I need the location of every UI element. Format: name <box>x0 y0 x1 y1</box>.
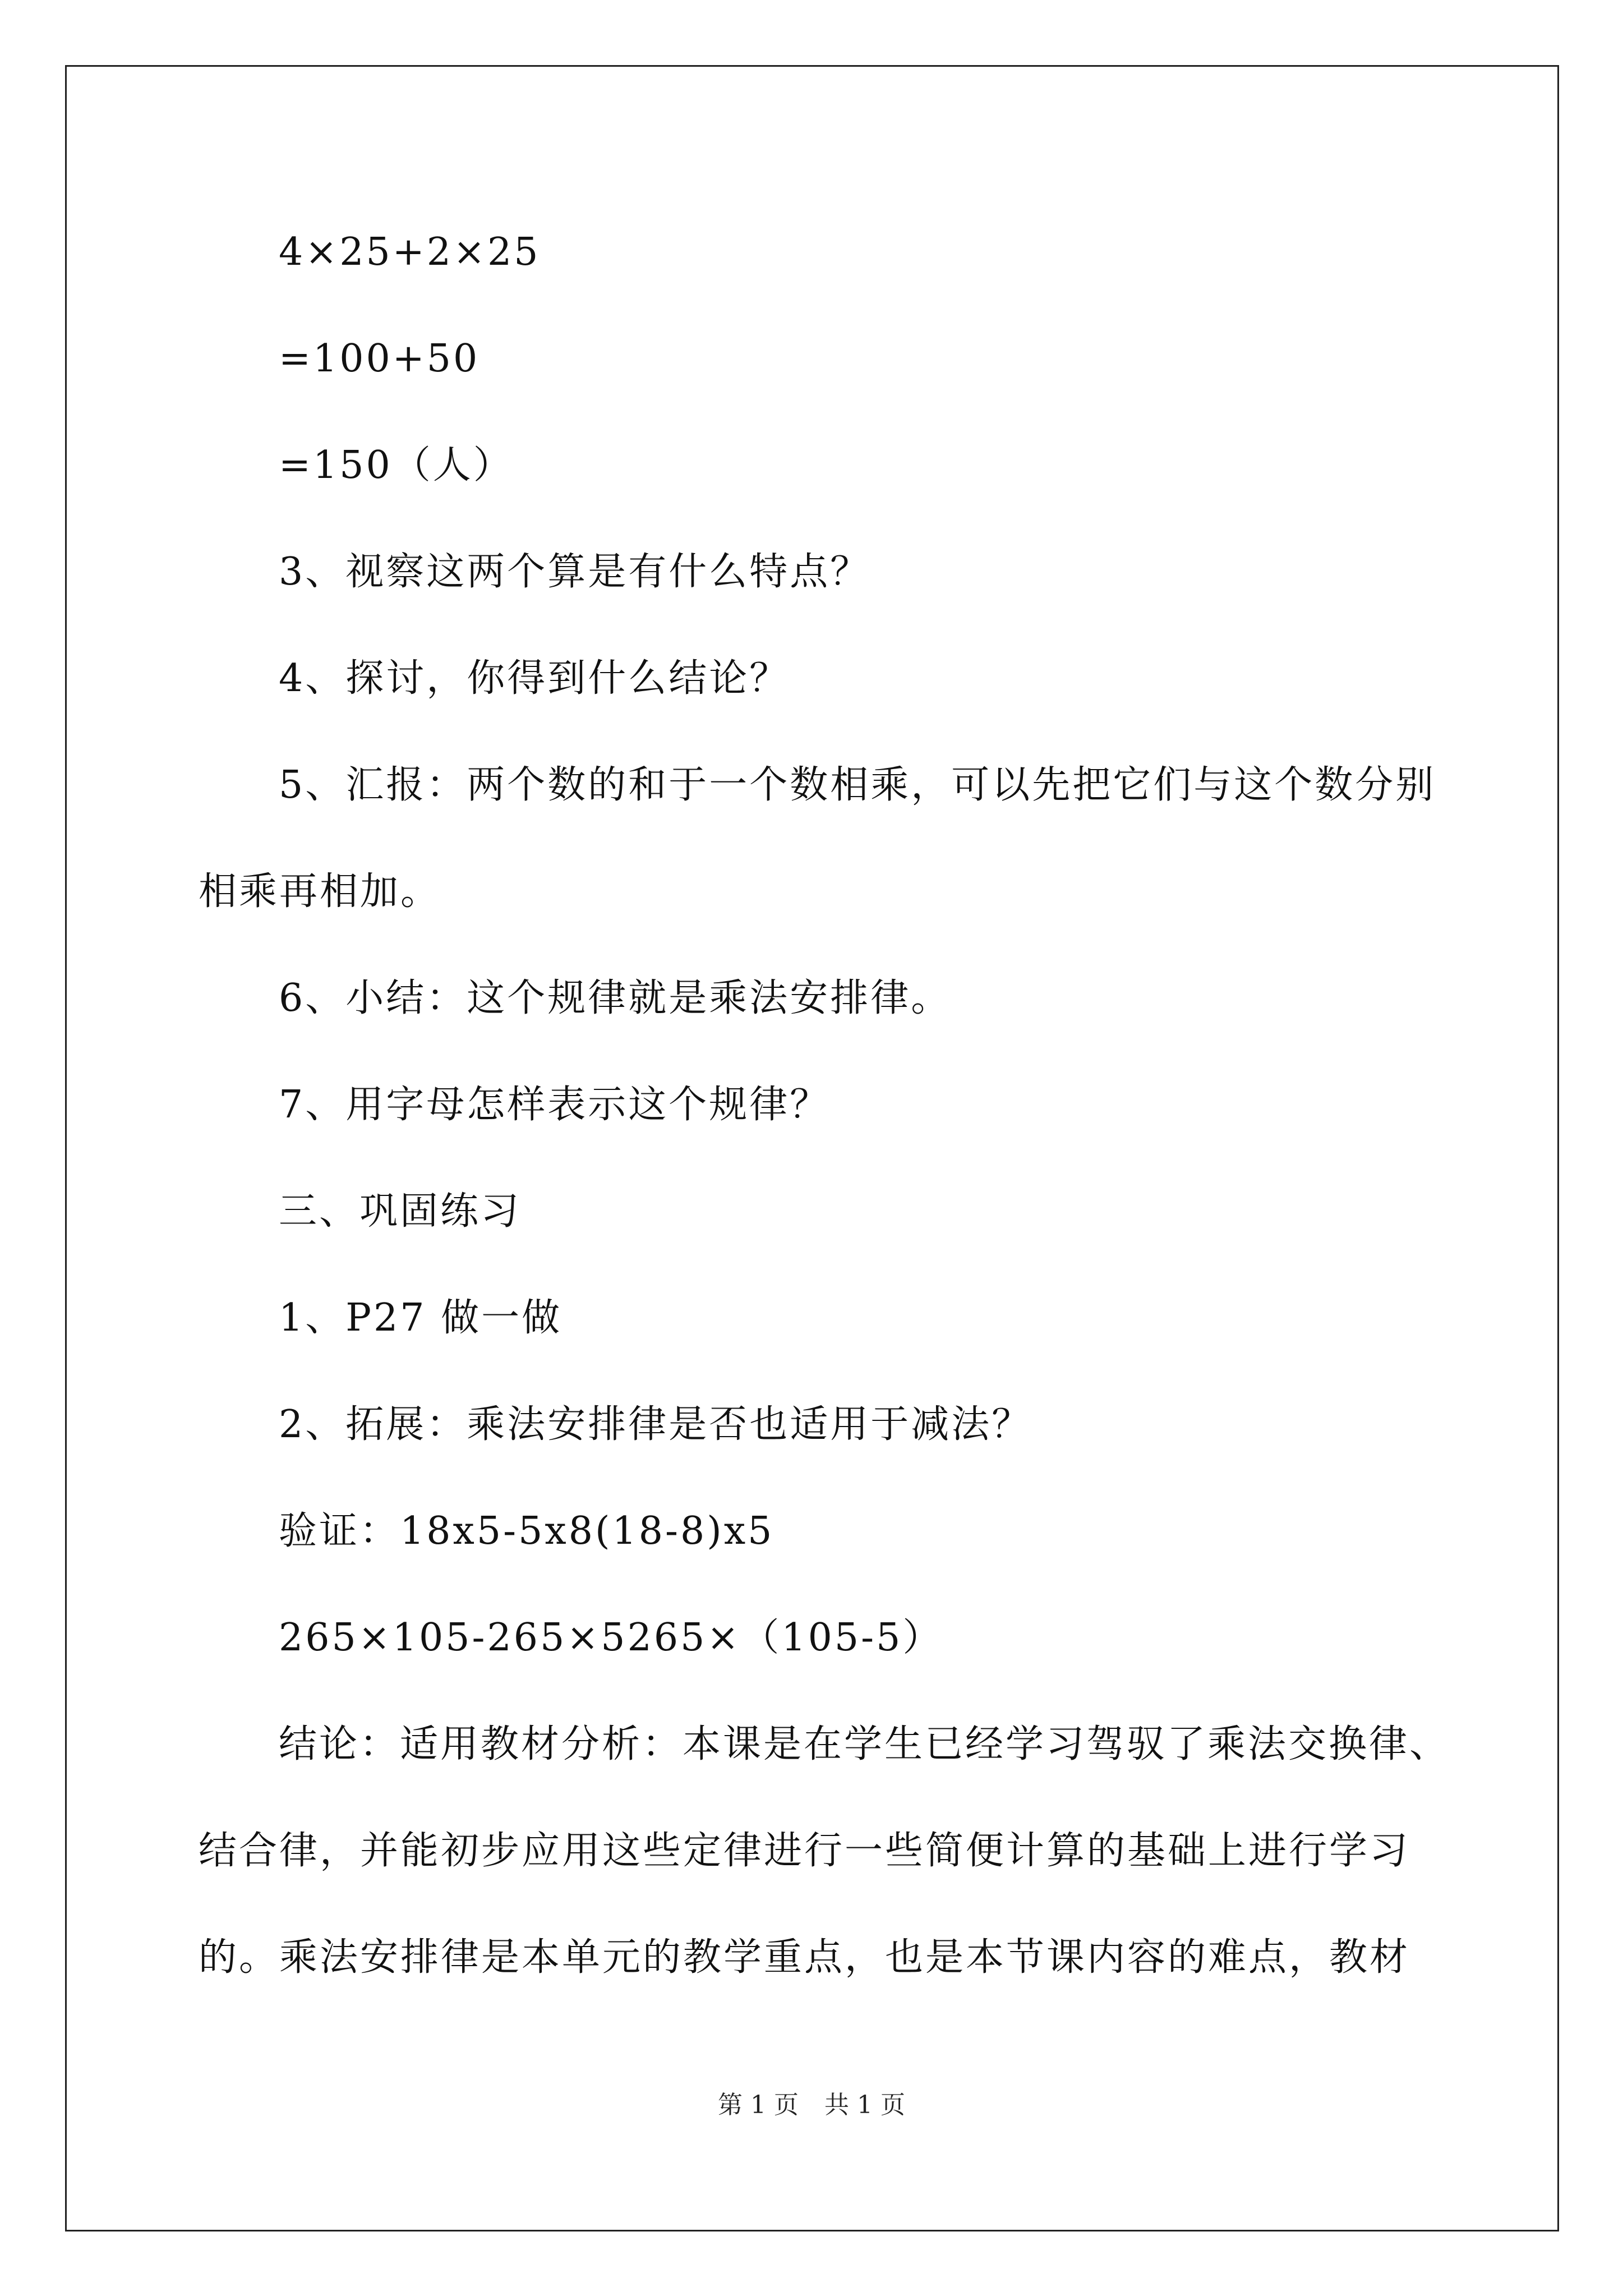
text-line-16: 结合律，并能初步应用这些定律进行一些简便计算的基础上进行学习 <box>199 1829 1410 1873</box>
text-line-2: =100+50 <box>279 337 480 381</box>
text-line-3: =150（人） <box>279 443 514 487</box>
text-line-15: 结论：适用教材分析：本课是在学生已经学习驾驭了乘法交换律、 <box>279 1722 1450 1766</box>
text-line-12: 2、拓展：乘法安排律是否也适用于减法？ <box>279 1402 1032 1447</box>
section-heading: 三、巩固练习 <box>279 1189 522 1234</box>
page-number-current: 第 1 页 <box>718 2091 799 2119</box>
text-line-14: 265×105-265×5265×（105-5） <box>279 1616 943 1660</box>
text-line-17: 的。乘法安排律是本单元的教学重点，也是本节课内容的难点，教材 <box>199 1935 1410 1980</box>
text-line-8: 6、小结：这个规律就是乘法安排律。 <box>279 976 952 1020</box>
text-line-7: 相乘再相加。 <box>199 869 441 914</box>
text-line-4: 3、视察这两个算是有什么特点？ <box>279 550 871 594</box>
text-line-5: 4、探讨，你得到什么结论？ <box>279 656 790 701</box>
page-number-total: 共 1 页 <box>824 2091 905 2119</box>
text-line-11: 1、P27 做一做 <box>279 1296 562 1340</box>
text-line-6: 5、汇报：两个数的和于一个数相乘，可以先把它们与这个数分别 <box>279 763 1436 807</box>
page-border <box>65 65 1559 2231</box>
page-footer <box>0 2090 1623 2121</box>
text-line-9: 7、用字母怎样表示这个规律？ <box>279 1083 831 1127</box>
text-line-13: 验证：18x5-5x8(18-8)x5 <box>279 1509 774 1553</box>
text-line-1: 4×25+2×25 <box>279 230 541 274</box>
